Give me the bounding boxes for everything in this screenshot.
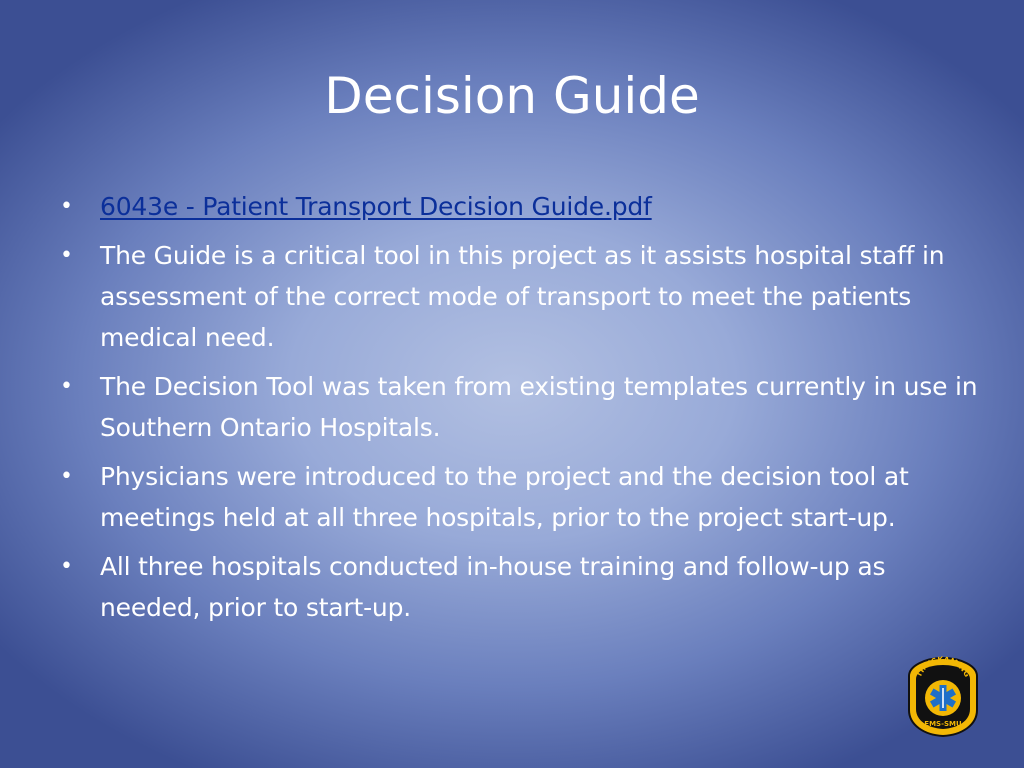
bullet-icon: • bbox=[60, 464, 73, 489]
bullet-list bbox=[58, 186, 988, 636]
bullet-text: The Decision Tool was taken from existing templates currently in use in Southern Ontario Hospitals. bbox=[100, 372, 978, 442]
slide-title: Decision Guide bbox=[324, 67, 700, 125]
bullet-item bbox=[58, 546, 988, 628]
bullet-icon: • bbox=[60, 554, 73, 579]
bullet-item bbox=[58, 366, 988, 448]
bullet-item bbox=[58, 456, 988, 538]
bullet-item bbox=[58, 235, 988, 358]
patient-transport-guide-link[interactable]: 6043e - Patient Transport Decision Guide.pdf bbox=[100, 192, 652, 221]
bullet-text: Physicians were introduced to the project and the decision tool at meetings held at all three hospitals, prior to the project start-up. bbox=[100, 462, 909, 532]
bullet-text: All three hospitals conducted in-house training and follow-up as needed, prior to start-up. bbox=[100, 552, 886, 622]
bullet-icon: • bbox=[60, 243, 73, 268]
logo-bottom-text: EMS-SMU bbox=[924, 720, 962, 728]
logo-top-text: TIMISKAMING bbox=[914, 656, 972, 679]
bullet-item-link bbox=[58, 186, 988, 227]
bullet-icon: • bbox=[60, 194, 73, 219]
bullet-icon: • bbox=[60, 374, 73, 399]
timiskaming-ems-logo bbox=[906, 656, 980, 738]
bullet-text: The Guide is a critical tool in this project as it assists hospital staff in assessment of the correct mode of transport to meet the patients medical need. bbox=[100, 241, 945, 352]
